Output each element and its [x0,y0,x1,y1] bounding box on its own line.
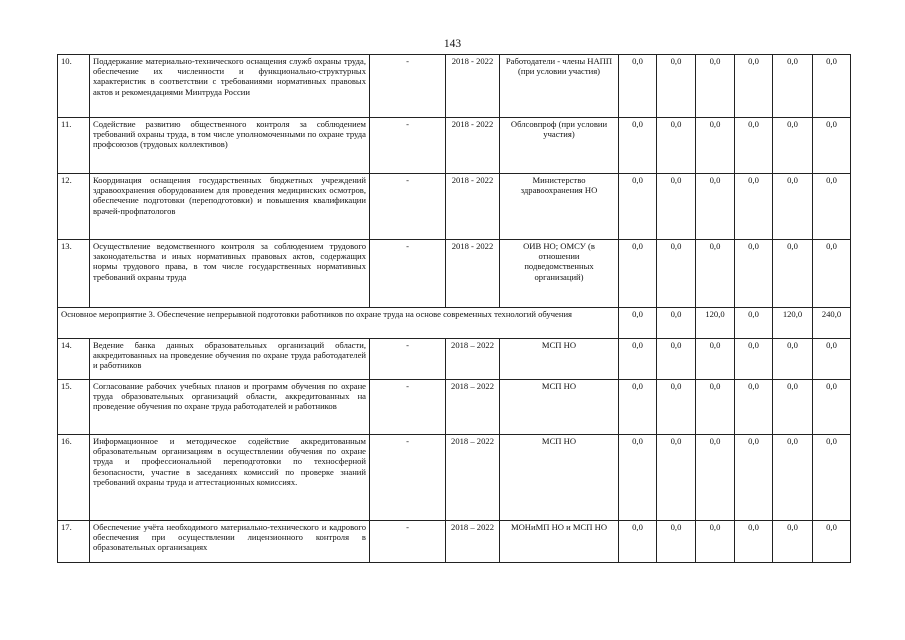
value-cell: 0,0 [696,380,735,435]
program-table [57,54,851,563]
value-cell: 0,0 [813,174,851,240]
value-cell: 0,0 [813,240,851,308]
table-row [58,380,851,435]
value-cell: 0,0 [773,339,813,380]
row-number: 14. [58,339,90,380]
value-cell: 0,0 [619,174,657,240]
value-cell: 0,0 [657,435,696,521]
value-cell: 0,0 [735,435,773,521]
period-cell: 2018 – 2022 [446,521,500,563]
dash-cell: - [370,118,446,174]
value-cell: 0,0 [696,55,735,118]
value-cell: 0,0 [773,521,813,563]
value-cell: 0,0 [773,174,813,240]
value-cell: 0,0 [657,380,696,435]
value-cell: 0,0 [657,521,696,563]
section-value-cell: 120,0 [773,308,813,339]
executor-cell: МСП НО [500,339,619,380]
row-number: 12. [58,174,90,240]
executor-cell: МСП НО [500,435,619,521]
value-cell: 0,0 [813,118,851,174]
table-row [58,435,851,521]
value-cell: 0,0 [657,339,696,380]
dash-cell: - [370,55,446,118]
value-cell: 0,0 [735,380,773,435]
period-cell: 2018 – 2022 [446,380,500,435]
measure-name: Осуществление ведомственного контроля за соблюдением трудового законодательства и иных нормативных правовых актов, содержащих нормы трудового права, в том числе государственных нормативных требований охраны труда [90,240,370,308]
value-cell: 0,0 [813,435,851,521]
table-row [58,240,851,308]
section-value-cell: 0,0 [657,308,696,339]
period-cell: 2018 - 2022 [446,240,500,308]
executor-cell: Министерство здравоохранения НО [500,174,619,240]
value-cell: 0,0 [773,118,813,174]
executor-cell: Работодатели - члены НАПП (при условии участия) [500,55,619,118]
section-title: Основное мероприятие 3. Обеспечение непрерывной подготовки работников по охране труда на основе современных технологий обучения [58,308,619,339]
row-number: 15. [58,380,90,435]
value-cell: 0,0 [657,55,696,118]
period-cell: 2018 - 2022 [446,55,500,118]
value-cell: 0,0 [696,118,735,174]
page-number: 143 [443,38,462,50]
section-value-cell: 0,0 [735,308,773,339]
value-cell: 0,0 [813,521,851,563]
value-cell: 0,0 [657,174,696,240]
section-value-cell: 120,0 [696,308,735,339]
measure-name: Содействие развитию общественного контроля за соблюдением требований охраны труда, в том числе уполномоченными по охране труда профсоюзов (трудовых коллективов) [90,118,370,174]
table-row [58,174,851,240]
value-cell: 0,0 [657,240,696,308]
value-cell: 0,0 [619,521,657,563]
value-cell: 0,0 [619,240,657,308]
dash-cell: - [370,521,446,563]
value-cell: 0,0 [735,521,773,563]
value-cell: 0,0 [735,118,773,174]
value-cell: 0,0 [773,435,813,521]
value-cell: 0,0 [696,339,735,380]
value-cell: 0,0 [619,118,657,174]
measure-name: Ведение банка данных образовательных организаций области, аккредитованных на проведение обучения по охране труда работодателей и работников [90,339,370,380]
executor-cell: ОИВ НО; ОМСУ (в отношении подведомственных организаций) [500,240,619,308]
dash-cell: - [370,435,446,521]
value-cell: 0,0 [619,380,657,435]
executor-cell: МОНиМП НО и МСП НО [500,521,619,563]
dash-cell: - [370,240,446,308]
table-row [58,521,851,563]
row-number: 13. [58,240,90,308]
value-cell: 0,0 [813,380,851,435]
row-number: 10. [58,55,90,118]
row-number: 16. [58,435,90,521]
measure-name: Информационное и методическое содействие аккредитованным образовательным организациям в осуществлении обучения по охране труда и профессиональной переподготовки по техносферной безопасности, участие в заседаниях комиссий по проверке знаний требований охраны труда и аттестационных комиссиях. [90,435,370,521]
table-row [58,339,851,380]
value-cell: 0,0 [619,435,657,521]
period-cell: 2018 – 2022 [446,339,500,380]
value-cell: 0,0 [813,339,851,380]
measure-name: Координация оснащения государственных бюджетных учреждений здравоохранения оборудованием для проведения медицинских осмотров, обеспечение подготовки (переподготовки) и повышения квалификации врачей-профпатологов [90,174,370,240]
value-cell: 0,0 [619,55,657,118]
row-number: 17. [58,521,90,563]
section-row [58,308,851,339]
value-cell: 0,0 [735,174,773,240]
dash-cell: - [370,174,446,240]
value-cell: 0,0 [735,339,773,380]
measure-name: Обеспечение учёта необходимого материально-технического и кадрового обеспечения при осуществлении лицензионного контроля в образовательных организациях [90,521,370,563]
value-cell: 0,0 [735,55,773,118]
executor-cell: МСП НО [500,380,619,435]
value-cell: 0,0 [696,240,735,308]
value-cell: 0,0 [696,174,735,240]
measure-name: Поддержание материально-технического оснащения служб охраны труда, обеспечение их численности и функционально-структурных характеристик в соответствии с требованиями нормативных правовых актов и рекомендациями Минтруда России [90,55,370,118]
table-row [58,55,851,118]
value-cell: 0,0 [696,521,735,563]
value-cell: 0,0 [735,240,773,308]
period-cell: 2018 - 2022 [446,118,500,174]
dash-cell: - [370,339,446,380]
value-cell: 0,0 [657,118,696,174]
value-cell: 0,0 [696,435,735,521]
value-cell: 0,0 [773,55,813,118]
value-cell: 0,0 [773,240,813,308]
section-value-cell: 240,0 [813,308,851,339]
row-number: 11. [58,118,90,174]
executor-cell: Облсовпроф (при условии участия) [500,118,619,174]
section-value-cell: 0,0 [619,308,657,339]
value-cell: 0,0 [813,55,851,118]
value-cell: 0,0 [619,339,657,380]
measure-name: Согласование рабочих учебных планов и программ обучения по охране труда образовательных организаций области, аккредитованных на проведение обучения по охране труда работодателей и работников [90,380,370,435]
period-cell: 2018 – 2022 [446,435,500,521]
value-cell: 0,0 [773,380,813,435]
period-cell: 2018 - 2022 [446,174,500,240]
table-row [58,118,851,174]
dash-cell: - [370,380,446,435]
